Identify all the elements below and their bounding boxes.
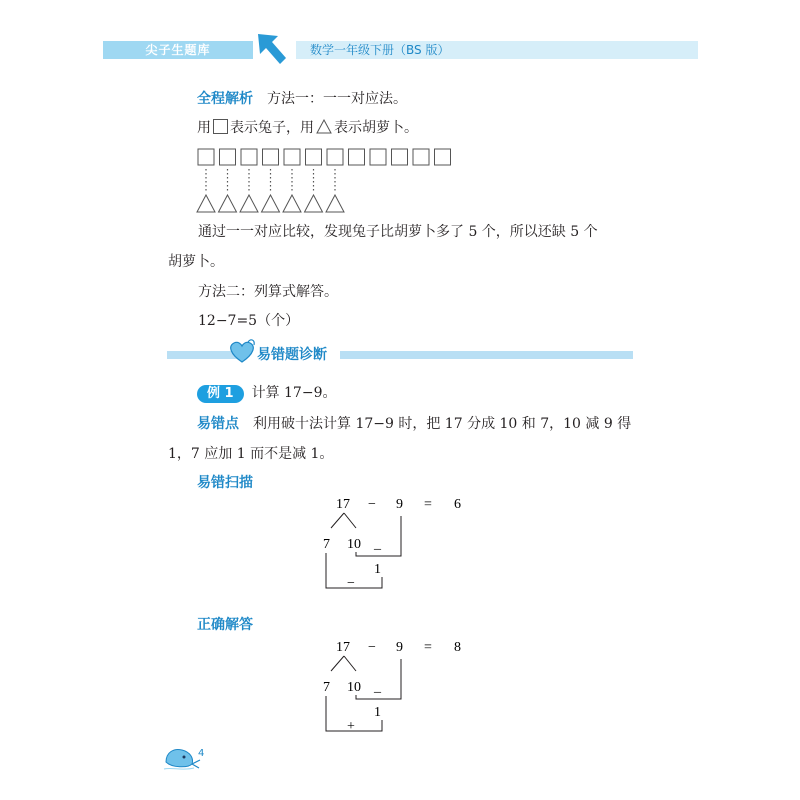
error-heading: 易错点 [197, 416, 239, 432]
right-split-right: 10 [347, 680, 361, 695]
one-to-one-diagram [195, 146, 465, 216]
explain-line-2: 胡萝卜。 [168, 254, 224, 270]
triangle-symbol-icon [316, 119, 332, 134]
wrong-minuend: 17 [336, 497, 350, 512]
rabbit-square [306, 149, 322, 165]
book-series-label: 尖子生题库 [103, 41, 253, 59]
wrong-calc-diagram [310, 490, 480, 595]
whale-mascot-icon [162, 742, 205, 772]
wrong-split-right: 10 [347, 537, 361, 552]
legend-text-a: 用 [197, 120, 211, 136]
wrong-result: 6 [454, 497, 461, 512]
error-text-1: 利用破十法计算 17−9 时，把 17 分成 10 和 7，10 减 9 得 [253, 416, 632, 432]
rabbit-square [392, 149, 408, 165]
carrot-triangle [326, 195, 344, 212]
wrong-combine-op: − [347, 576, 355, 591]
right-split-lines [331, 656, 356, 671]
rabbit-square [435, 149, 451, 165]
method-one-text: 方法一：一一对应法。 [267, 91, 407, 107]
section-title: 易错题诊断 [257, 347, 327, 363]
wrong-one: 1 [374, 562, 381, 577]
wrong-equals: = [424, 497, 432, 512]
carrot-triangle [262, 195, 280, 212]
solution-heading: 全程解析 [197, 91, 253, 107]
section-divider-right [340, 351, 633, 359]
square-symbol-icon [213, 119, 228, 134]
arrow-up-left-icon [254, 30, 288, 66]
legend-text-c: 表示胡萝卜。 [334, 120, 418, 136]
correct-calc-diagram [310, 633, 480, 738]
right-split-left: 7 [323, 680, 330, 695]
equation-text: 12−7=5（个） [198, 313, 300, 329]
carrot-triangle [219, 195, 237, 212]
carrot-triangle [240, 195, 258, 212]
right-combine-op: + [347, 719, 355, 734]
example-badge: 例 1 [197, 385, 244, 403]
book-title-label: 数学一年级下册（BS 版） [296, 41, 698, 59]
example-problem: 计算 17−9。 [251, 385, 337, 401]
legend-line [197, 118, 418, 138]
error-line-1 [197, 414, 631, 434]
method-one-line [197, 89, 407, 109]
rabbit-square [220, 149, 236, 165]
right-result: 8 [454, 640, 461, 655]
example-line [197, 383, 336, 403]
right-equals: = [424, 640, 432, 655]
method-two-text: 方法二：列算式解答。 [198, 284, 338, 300]
wrong-operator: − [368, 497, 376, 512]
rabbit-square [263, 149, 279, 165]
carrot-triangle [305, 195, 323, 212]
error-text-2: 1，7 应加 1 而不是减 1。 [168, 446, 334, 462]
legend-text-b: 表示兔子，用 [230, 120, 314, 136]
right-one: 1 [374, 705, 381, 720]
carrot-triangle [197, 195, 215, 212]
rabbit-square [241, 149, 257, 165]
heart-stethoscope-icon [226, 336, 258, 366]
rabbit-square [413, 149, 429, 165]
wrong-minus-mark: _ [374, 537, 381, 552]
right-minuend: 17 [336, 640, 350, 655]
rabbit-square [370, 149, 386, 165]
wrong-split-left: 7 [323, 537, 330, 552]
right-operator: − [368, 640, 376, 655]
wrong-split-lines [331, 513, 356, 528]
rabbit-square [349, 149, 365, 165]
explain-line-1: 通过一一对应比较，发现兔子比胡萝卜多了 5 个，所以还缺 5 个 [198, 224, 598, 240]
right-minus-mark: _ [374, 680, 381, 695]
right-subtrahend: 9 [396, 640, 403, 655]
rabbit-square [284, 149, 300, 165]
rabbit-square [198, 149, 214, 165]
carrot-triangle [283, 195, 301, 212]
page-number: 4 [198, 748, 205, 759]
wrong-heading: 易错扫描 [197, 475, 253, 491]
wrong-subtrahend: 9 [396, 497, 403, 512]
rabbit-square [327, 149, 343, 165]
right-heading: 正确解答 [197, 617, 253, 633]
